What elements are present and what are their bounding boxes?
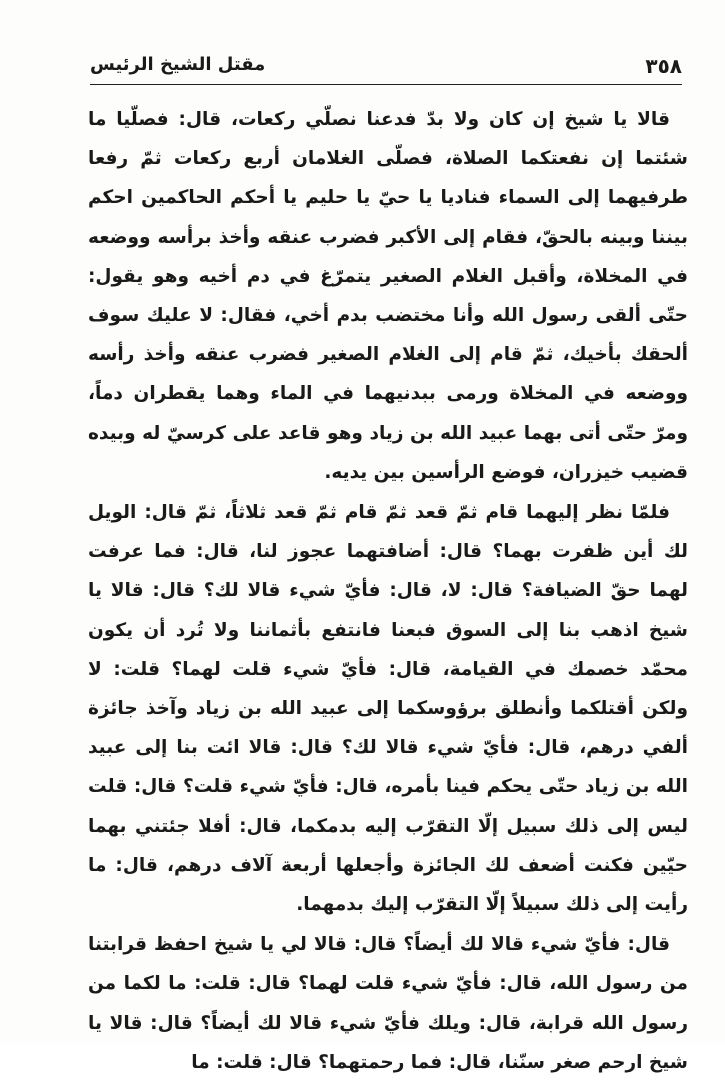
page-number: ٣٥٨ xyxy=(645,54,682,78)
body-text xyxy=(88,100,688,1082)
paragraph-2: فلمّا نظر إليهما قام ثمّ قعد ثمّ قام ثمّ قعد ثلاثاً، ثمّ قال: الويل لك أين ظفرت بهما؟ قال: أضافتهما عجوز لنا، قال: فما عرفت لهما حقّ الضيافة؟ قال: لا، قال: فأيّ شيء قالا لك؟ قال: قالا يا شيخ اذهب بنا إلى السوق فبعنا فانتفع بأثماننا ولا تُرد أن يكون محمّد خصمك في القيامة، قال: فأيّ شيء قلت لهما؟ قلت: لا ولكن أقتلكما وأنطلق برؤوسكما إلى عبيد الله بن زياد وآخذ جائزة ألفي درهم، قال: فأيّ شيء قالا لك؟ قال: قالا ائت بنا إلى عبيد الله بن زياد حتّى يحكم فينا بأمره، قال: فأيّ شيء قلت؟ قال: قلت ليس إلى ذلك سبيل إلّا التقرّب إليه بدمكما، قال: أفلا جئتني بهما حيّين فكنت أضعف لك الجائزة وأجعلها أربعة آلاف درهم، قال: ما رأيت إلى ذلك سبيلاً إلّا التقرّب إليك بدمهما. xyxy=(88,502,688,916)
paragraph-1: قالا يا شيخ إن كان ولا بدّ فدعنا نصلّي ركعات، قال: فصلّيا ما شئتما إن نفعتكما الصلاة، فصلّى الغلامان أربع ركعات ثمّ رفعا طرفيهما إلى السماء فناديا يا حيّ يا حليم يا أحكم الحاكمين احكم بيننا وبينه بالحقّ، فقام إلى الأكبر فضرب عنقه وأخذ برأسه ووضعه في المخلاة، وأقبل الغلام الصغير يتمرّغ في دم أخيه وهو يقول: حتّى ألقى رسول الله وأنا مختضب بدم أخي، فقال: لا عليك سوف ألحقك بأخيك، ثمّ قام إلى الغلام الصغير فضرب عنقه وأخذ رأسه ووضعه في المخلاة ورمى ببدنيهما في الماء وهما يقطران دماً، ومرّ حتّى أتى بهما عبيد الله بن زياد وهو قاعد على كرسيّ له وبيده قضيب خيزران، فوضع الرأسين بين يديه. xyxy=(88,109,688,483)
paragraph-3: قال: فأيّ شيء قالا لك أيضاً؟ قال: قالا لي يا شيخ احفظ قرابتنا من رسول الله، قال: فأيّ شيء قلت لهما؟ قال: قلت: ما لكما من رسول الله قرابة، قال: ويلك فأيّ شيء قالا لك أيضاً؟ قال: قالا يا شيخ ارحم صغر سنّنا، قال: فما رحمتهما؟ قال: قلت: ما xyxy=(88,934,688,1073)
running-title: مقتل الشيخ الرئيس xyxy=(90,54,266,75)
page-header xyxy=(90,52,682,82)
header-divider xyxy=(90,84,682,85)
